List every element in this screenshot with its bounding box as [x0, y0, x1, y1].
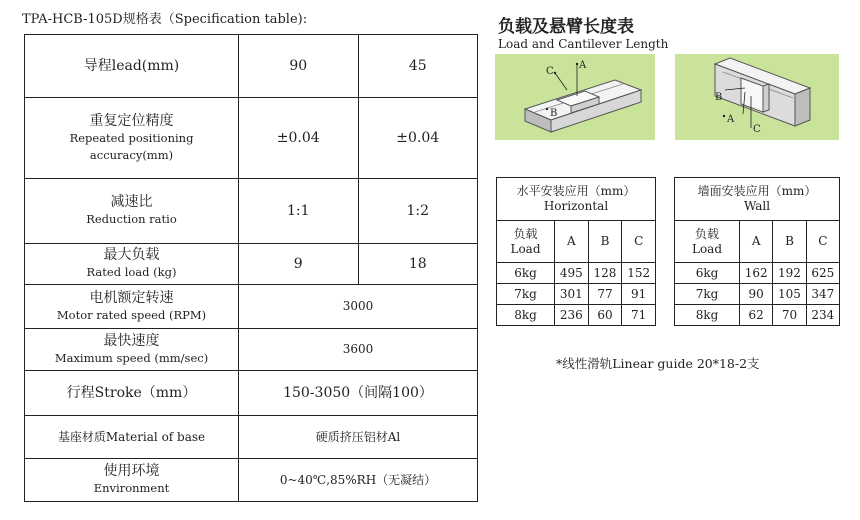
- spec-value: 硬质挤压铝材Al: [239, 416, 478, 459]
- spec-row-lead: [25, 35, 478, 98]
- spec-value: 90: [239, 35, 359, 98]
- diagram-label-c: C: [546, 66, 554, 77]
- spec-value: ±0.04: [239, 98, 359, 179]
- wall-table-header: 墙面安装应用（mm） Wall: [675, 178, 840, 221]
- table-row: 6kg 495 128 152: [497, 263, 656, 284]
- spec-value: 0~40℃,85%RH（无凝结）: [239, 459, 478, 502]
- spec-value: 1:1: [239, 179, 359, 244]
- col-header-a: A: [555, 221, 589, 263]
- spec-label: 行程Stroke（mm）: [25, 371, 239, 416]
- table-row: 7kg 90 105 347: [675, 284, 840, 305]
- linear-guide-note: *线性滑轨Linear guide 20*18-2支: [556, 356, 760, 371]
- spec-value: 3600: [239, 329, 478, 371]
- spec-label: 最大负载 Rated load (kg): [25, 244, 239, 285]
- load-title: 负载及悬臂长度表: [498, 17, 634, 37]
- wall-mount-diagram: [675, 54, 839, 140]
- col-header-c: C: [622, 221, 656, 263]
- wall-load-table: [674, 177, 840, 326]
- spec-label: 重复定位精度 Repeated positioning accuracy(mm): [25, 98, 239, 179]
- diagram-label-b: B: [715, 92, 723, 103]
- spec-row-load: [25, 244, 478, 285]
- spec-row-rpm: [25, 285, 478, 329]
- spec-label: 基座材质Material of base: [25, 416, 239, 459]
- spec-row-ratio: [25, 179, 478, 244]
- diagram-label-c: C: [753, 124, 761, 135]
- spec-row-stroke: [25, 371, 478, 416]
- load-col-header: 负载 Load: [675, 221, 740, 263]
- horizontal-table-header: 水平安装应用（mm） Horizontal: [497, 178, 656, 221]
- spec-label: 电机额定转速 Motor rated speed (RPM): [25, 285, 239, 329]
- table-row: 8kg 236 60 71: [497, 305, 656, 326]
- diagram-label-a: A: [579, 60, 587, 71]
- spec-table: [24, 34, 478, 502]
- spec-value: 18: [358, 244, 478, 285]
- spec-value: 150-3050（间隔100）: [239, 371, 478, 416]
- spec-row-speed: [25, 329, 478, 371]
- spec-row-environment: [25, 459, 478, 502]
- spec-value: 9: [239, 244, 359, 285]
- spec-value: ±0.04: [358, 98, 478, 179]
- spec-value: 1:2: [358, 179, 478, 244]
- load-subtitle: Load and Cantilever Length: [498, 37, 669, 51]
- col-header-b: B: [588, 221, 622, 263]
- spec-label: 使用环境 Environment: [25, 459, 239, 502]
- spec-label: 最快速度 Maximum speed (mm/sec): [25, 329, 239, 371]
- spec-value: 3000: [239, 285, 478, 329]
- horizontal-mount-diagram: [495, 54, 655, 140]
- col-header-a: A: [740, 221, 773, 263]
- spec-row-material: [25, 416, 478, 459]
- spec-value: 45: [358, 35, 478, 98]
- table-row: 6kg 162 192 625: [675, 263, 840, 284]
- diagram-label-b: B: [550, 108, 558, 119]
- horizontal-load-table: [496, 177, 656, 326]
- load-col-header: 负载 Load: [497, 221, 555, 263]
- table-row: 7kg 301 77 91: [497, 284, 656, 305]
- table-row: 8kg 62 70 234: [675, 305, 840, 326]
- spec-table-title: TPA-HCB-105D规格表（Specification table):: [22, 12, 308, 27]
- spec-row-accuracy: [25, 98, 478, 179]
- spec-label: 导程lead(mm): [25, 35, 239, 98]
- col-header-c: C: [806, 221, 839, 263]
- diagram-label-a: A: [727, 114, 735, 125]
- spec-label: 减速比 Reduction ratio: [25, 179, 239, 244]
- col-header-b: B: [773, 221, 806, 263]
